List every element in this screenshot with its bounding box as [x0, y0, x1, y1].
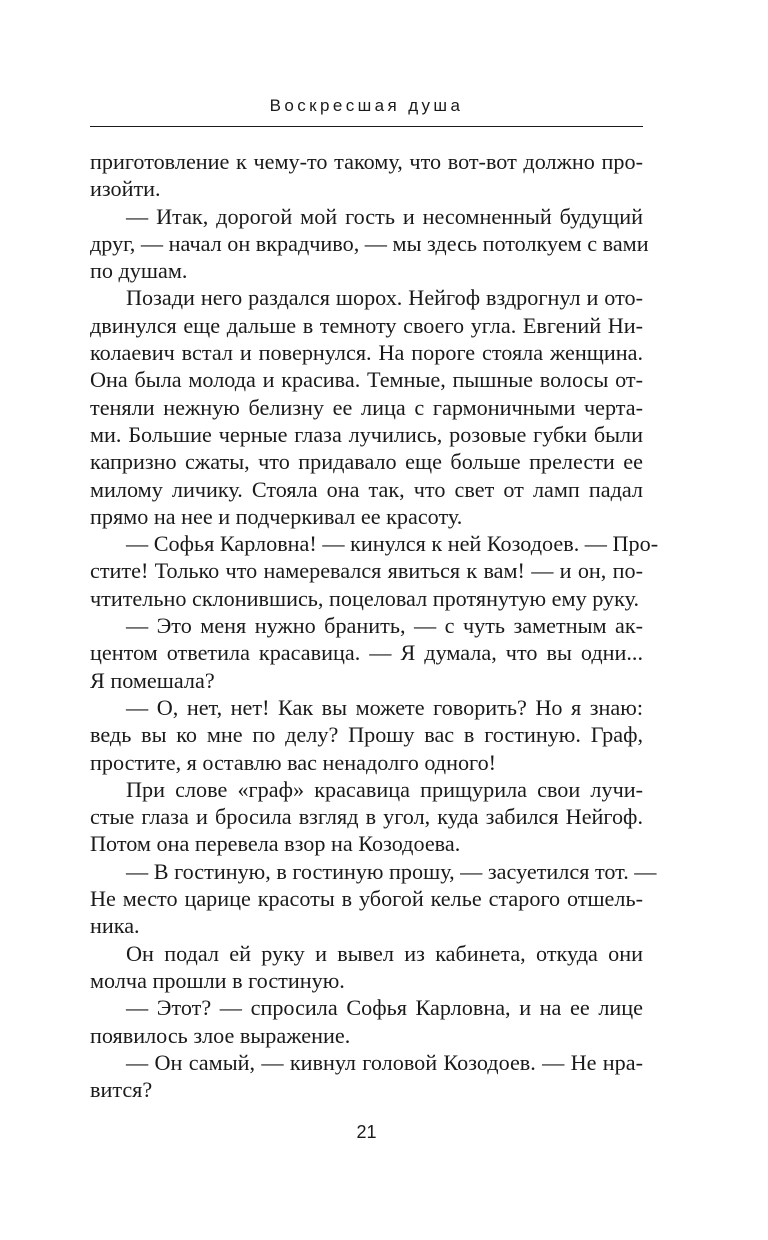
running-head: Воскресшая душа	[269, 96, 464, 115]
text-line: Она была молода и красива. Темные, пышные волосы от-	[90, 367, 643, 393]
text-line: — Это меня нужно бранить, — с чуть заметным ак-	[126, 613, 643, 639]
text-line: ми. Большие черные глаза лучились, розовые губки были	[90, 421, 643, 447]
body-text	[90, 148, 659, 1103]
text-line: вится?	[90, 1077, 153, 1103]
text-line: изойти.	[90, 176, 161, 202]
paragraph	[90, 940, 643, 995]
text-line: — В гостиную, в гостиную прошу, — засуетился тот. —	[126, 858, 657, 884]
text-line: Потом она перевела взор на Козодоева.	[90, 831, 461, 857]
text-line: Я помешала?	[90, 667, 215, 693]
paragraph	[90, 148, 643, 203]
text-line: по душам.	[90, 258, 188, 284]
text-line: чтительно склонившись, поцеловал протянутую ему руку.	[90, 585, 639, 611]
text-line: ведь вы ко мне по делу? Прошу вас в гостиную. Граф,	[90, 722, 643, 748]
text-line: колаевич встал и повернулся. На пороге стояла женщина.	[90, 340, 643, 366]
header-rule	[90, 126, 643, 127]
text-line: милому личику. Стояла она так, что свет от ламп падал	[90, 476, 643, 502]
text-line: друг, — начал он вкрадчиво, — мы здесь потолкуем с вами	[90, 230, 649, 256]
paragraph	[90, 612, 643, 694]
text-line: Не место царице красоты в убогой келье старого отшель-	[90, 886, 643, 912]
paragraph	[90, 1049, 643, 1104]
text-line: двинулся еще дальше в темноту своего угла. Евгений Ни-	[90, 312, 643, 338]
text-line: молча прошли в гостиную.	[90, 967, 345, 993]
text-line: приготовление к чему-то такому, что вот-вот должно про-	[90, 149, 643, 174]
paragraph	[90, 994, 643, 1049]
text-line: — Итак, дорогой мой гость и несомненный будущий	[126, 203, 643, 229]
paragraph	[90, 203, 649, 285]
text-line: Он подал ей руку и вывел из кабинета, откуда они	[126, 940, 643, 966]
text-line: стите! Только что намеревался явиться к вам! — и он, по-	[90, 558, 643, 584]
text-line: появилось злое выражение.	[90, 1022, 351, 1048]
page-number: 21	[356, 1122, 377, 1142]
text-line: простите, я оставлю вас ненадолго одного!	[90, 749, 497, 775]
paragraph	[90, 858, 657, 940]
text-line: — Софья Карловна! — кинулся к ней Козодоев. — Про-	[126, 531, 659, 557]
paragraph	[90, 694, 643, 776]
text-line: — О, нет, нет! Как вы можете говорить? Но я знаю:	[126, 694, 643, 720]
text-line: При слове «граф» красавица прищурила свои лучи-	[126, 776, 643, 802]
text-line: Позади него раздался шорох. Нейгоф вздрогнул и ото-	[126, 285, 643, 311]
text-line: капризно сжаты, что придавало еще больше прелести ее	[90, 449, 643, 475]
paragraph	[90, 284, 643, 530]
text-line: теняли нежную белизну ее лица с гармоничными черта-	[90, 394, 643, 420]
text-line: — Он самый, — кивнул головой Козодоев. — Не нра-	[126, 1049, 643, 1075]
text-line: — Этот? — спросила Софья Карловна, и на ее лице	[126, 995, 643, 1021]
paragraph	[90, 530, 659, 612]
paragraph	[90, 776, 643, 858]
text-line: ника.	[90, 913, 140, 939]
text-line: стые глаза и бросила взгляд в угол, куда забился Нейгоф.	[90, 804, 643, 830]
text-line: центом ответила красавица. — Я думала, что вы одни...	[90, 640, 643, 666]
text-line: прямо на нее и подчеркивал ее красоту.	[90, 503, 463, 529]
